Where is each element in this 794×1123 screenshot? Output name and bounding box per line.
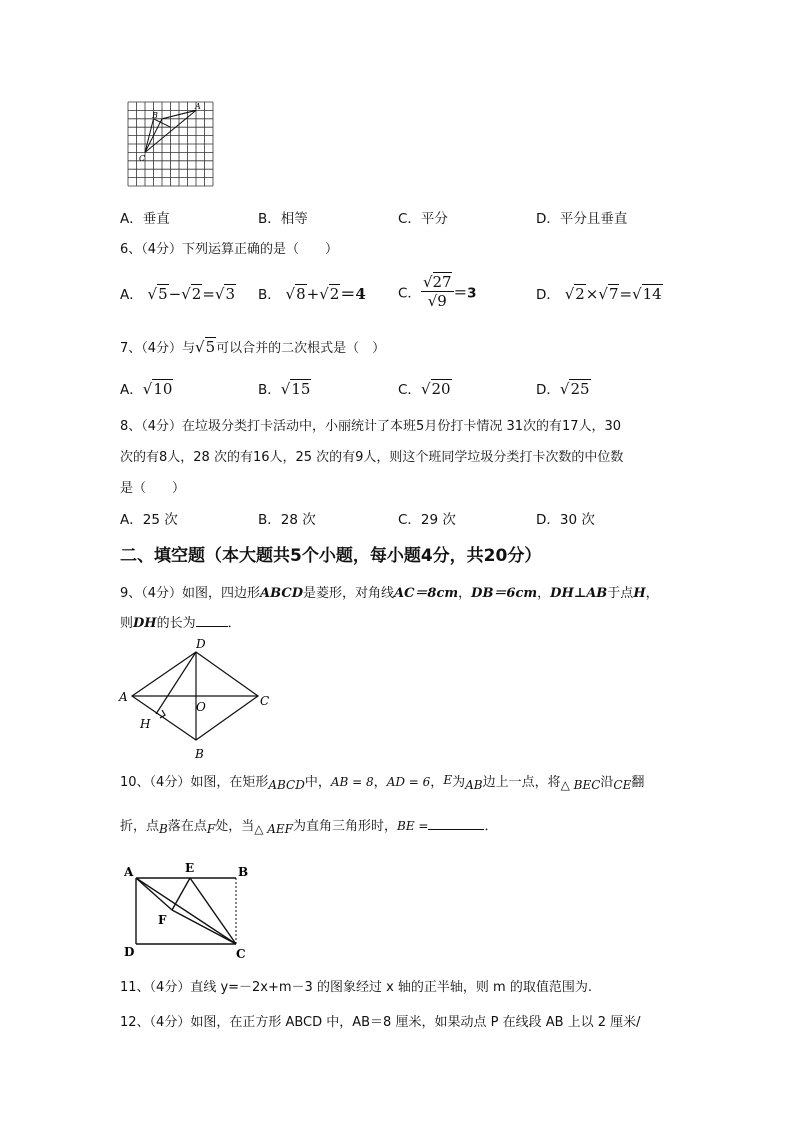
rhombus-label-b: B [195,747,204,761]
q10-p2: 中， [304,775,331,790]
q10-p1: 10、（4分）如图，在矩形 [120,775,269,790]
q8-line-2: 次的有8人，28 次的有16人，25 次的有9人，则这个班同学垃圾分类打卡次数的中位数 [120,450,624,465]
q9-text-d: ， [645,586,659,601]
q12-text: 12、（4分）如图，在正方形 ABCD 中，AB＝8 厘米，如果动点 P 在线段 AB 上以 2 厘米/ [120,1015,641,1030]
grid-figure [120,96,220,190]
q8-line-3: 是（ ） [120,481,186,496]
q9-text-a: 9、（4分）如图，四边形 [120,586,261,601]
rhombus-label-d: D [196,637,206,651]
q7-stem-rad: 5 [205,338,216,356]
q10-m4: E [443,773,453,787]
q7-option-d-letter: D． [536,382,560,398]
grid-label-a: A [195,102,201,111]
q10-m3: AD = 6 [386,775,431,789]
rect-label-f: F [158,913,167,927]
q5-option-b: B．相等 [258,211,308,227]
q9-dh: DH⊥AB [550,586,608,601]
q6a-op: − [168,285,182,303]
rhombus-label-c: C [260,694,270,708]
q10-l2-m1: B [159,822,168,836]
q6a-eq: = [202,285,215,303]
q11-text: 11、（4分）直线 y=－2x+m－3 的图象经过 x 轴的正半轴，则 m 的取值范围为. [120,980,592,995]
q9-text-c: 于点 [607,586,634,601]
q6-option-b-letter: B． [258,287,281,303]
q7-option-d: D．√25 [536,380,590,398]
q6d-rad1: 2 [575,285,585,303]
q6d-rad2: 7 [608,285,619,303]
q7-option-b: B．√15 [258,380,311,398]
q9-sep1: ， [458,586,472,601]
q6-option-d-letter: D． [536,287,560,303]
q10-m6: △ BEC [560,778,601,792]
q9-ac: AC＝8cm [394,586,459,601]
rhombus-figure [116,634,276,764]
q10-answer-blank[interactable] [428,817,484,830]
q7-stem-prefix: 7、（4分）与 [120,341,196,356]
q6a-rad1: 5 [158,285,168,303]
q8-option-d: D．30 次 [536,512,595,528]
q6d-op: × [585,285,599,303]
q6b-rad2: 2 [329,285,340,303]
q10-l2-p5: ． [484,819,498,834]
q7-option-b-letter: B． [258,382,281,398]
q6d-eq: = [619,285,633,303]
q7-option-b-rad: 15 [291,380,311,398]
q6a-rad2: 2 [191,285,202,303]
q7-option-a-rad: 10 [153,380,173,398]
q9-line-1 [120,582,659,601]
q5-option-d: D．平分且垂直 [536,211,628,227]
q10-m1: ABCD [268,778,305,792]
q7-stem-suffix: 可以合并的二次根式是（ ） [216,341,386,356]
q9-db: DB＝6cm [471,586,538,601]
q6a-rad3: 3 [225,285,236,303]
q7-option-c-rad: 20 [431,380,451,398]
q9-text-e: 则 [120,616,134,631]
q10-line-1 [120,771,644,792]
q8-line-1: 8、（4分）在垃圾分类打卡活动中，小丽统计了本班5月份打卡情况 31次的有17人，30 [120,419,622,434]
q9-text-f: 的长为 [156,616,196,631]
q10-p6: 边上一点，将 [482,775,561,790]
q8-option-c: C．29 次 [398,512,456,528]
q10-p8: 翻 [631,775,645,790]
grid-label-b: B [152,111,158,120]
rhombus-label-h: H [140,717,151,731]
q10-m7: CE [613,778,632,792]
q8-option-b: B．28 次 [258,512,316,528]
q6b-op: + [306,285,320,303]
q10-l2-m4: BE = [397,819,429,833]
section-2-title: 二、填空题（本大题共5个小题，每小题4分，共20分） [120,546,542,566]
rect-label-a: A [124,865,134,879]
q6b-rad1: 8 [296,285,306,303]
q5-option-a: A．垂直 [120,211,170,227]
q9-text-b: 是菱形，对角线 [302,586,394,601]
q10-l2-p1: 折，点 [120,819,160,834]
q10-l2-p4: 为直角三角形时， [293,819,398,834]
q7-option-a-letter: A． [120,382,143,398]
q10-p4: ， [430,775,444,790]
q6-option-d: D． √2×√7=√14 [536,285,662,303]
q10-p7: 沿 [600,775,614,790]
q9-sep2: ， [537,586,551,601]
q10-l2-p3: 处，当 [215,819,255,834]
q10-l2-m2: F [206,822,216,836]
rect-label-c: C [236,947,246,961]
q10-l2-p2: 落在点 [167,819,207,834]
q6c-num: 27 [432,273,452,291]
q10-m2: AB = 8 [330,775,374,789]
q7-option-d-rad: 25 [570,380,590,398]
q7-stem: 7、（4分）与√5可以合并的二次根式是（ ） [120,338,386,356]
rect-label-e: E [185,861,195,875]
q7-option-c: C．√20 [398,380,451,398]
q6-option-b: B． √8+√2＝4 [258,285,366,303]
q10-m5: AB [465,778,483,792]
q9-abcd: ABCD [260,586,303,601]
rhombus-label-o: O [196,700,206,714]
q6d-rad3: 14 [642,285,662,303]
q10-p3: ， [373,775,387,790]
q9-answer-blank[interactable] [196,614,228,627]
q9-text-g: ． [227,616,241,631]
q6-option-a: A． √5−√2=√3 [120,285,236,303]
q6c-eq: ＝3 [453,285,477,302]
rect-label-b: B [238,865,249,879]
q6-option-a-letter: A． [120,287,143,303]
rectangle-figure [118,858,258,962]
q9-h: H [633,586,646,601]
grid-label-c: C [139,154,146,163]
q7-option-c-letter: C． [398,382,421,398]
rhombus-label-a: A [119,690,128,704]
q9-line-2 [120,612,241,631]
q9-dh2: DH [133,616,157,631]
rect-label-d: D [124,945,135,959]
q10-line-2 [120,815,497,836]
q10-p5: 为 [452,775,466,790]
q7-option-a: A．√10 [120,380,173,398]
q10-l2-m3: △ AEF [254,822,293,836]
q5-option-c: C．平分 [398,211,448,227]
q6-stem: 6、（4分）下列运算正确的是（ ） [120,242,339,257]
q6b-eq: ＝4 [340,285,366,303]
q6-option-c-letter: C． [398,285,421,302]
q6-option-c: C． $\frac{√27}{√9}$ ＝3 [398,273,477,310]
q8-option-a: A．25 次 [120,512,178,528]
q6c-den: 9 [437,292,447,310]
